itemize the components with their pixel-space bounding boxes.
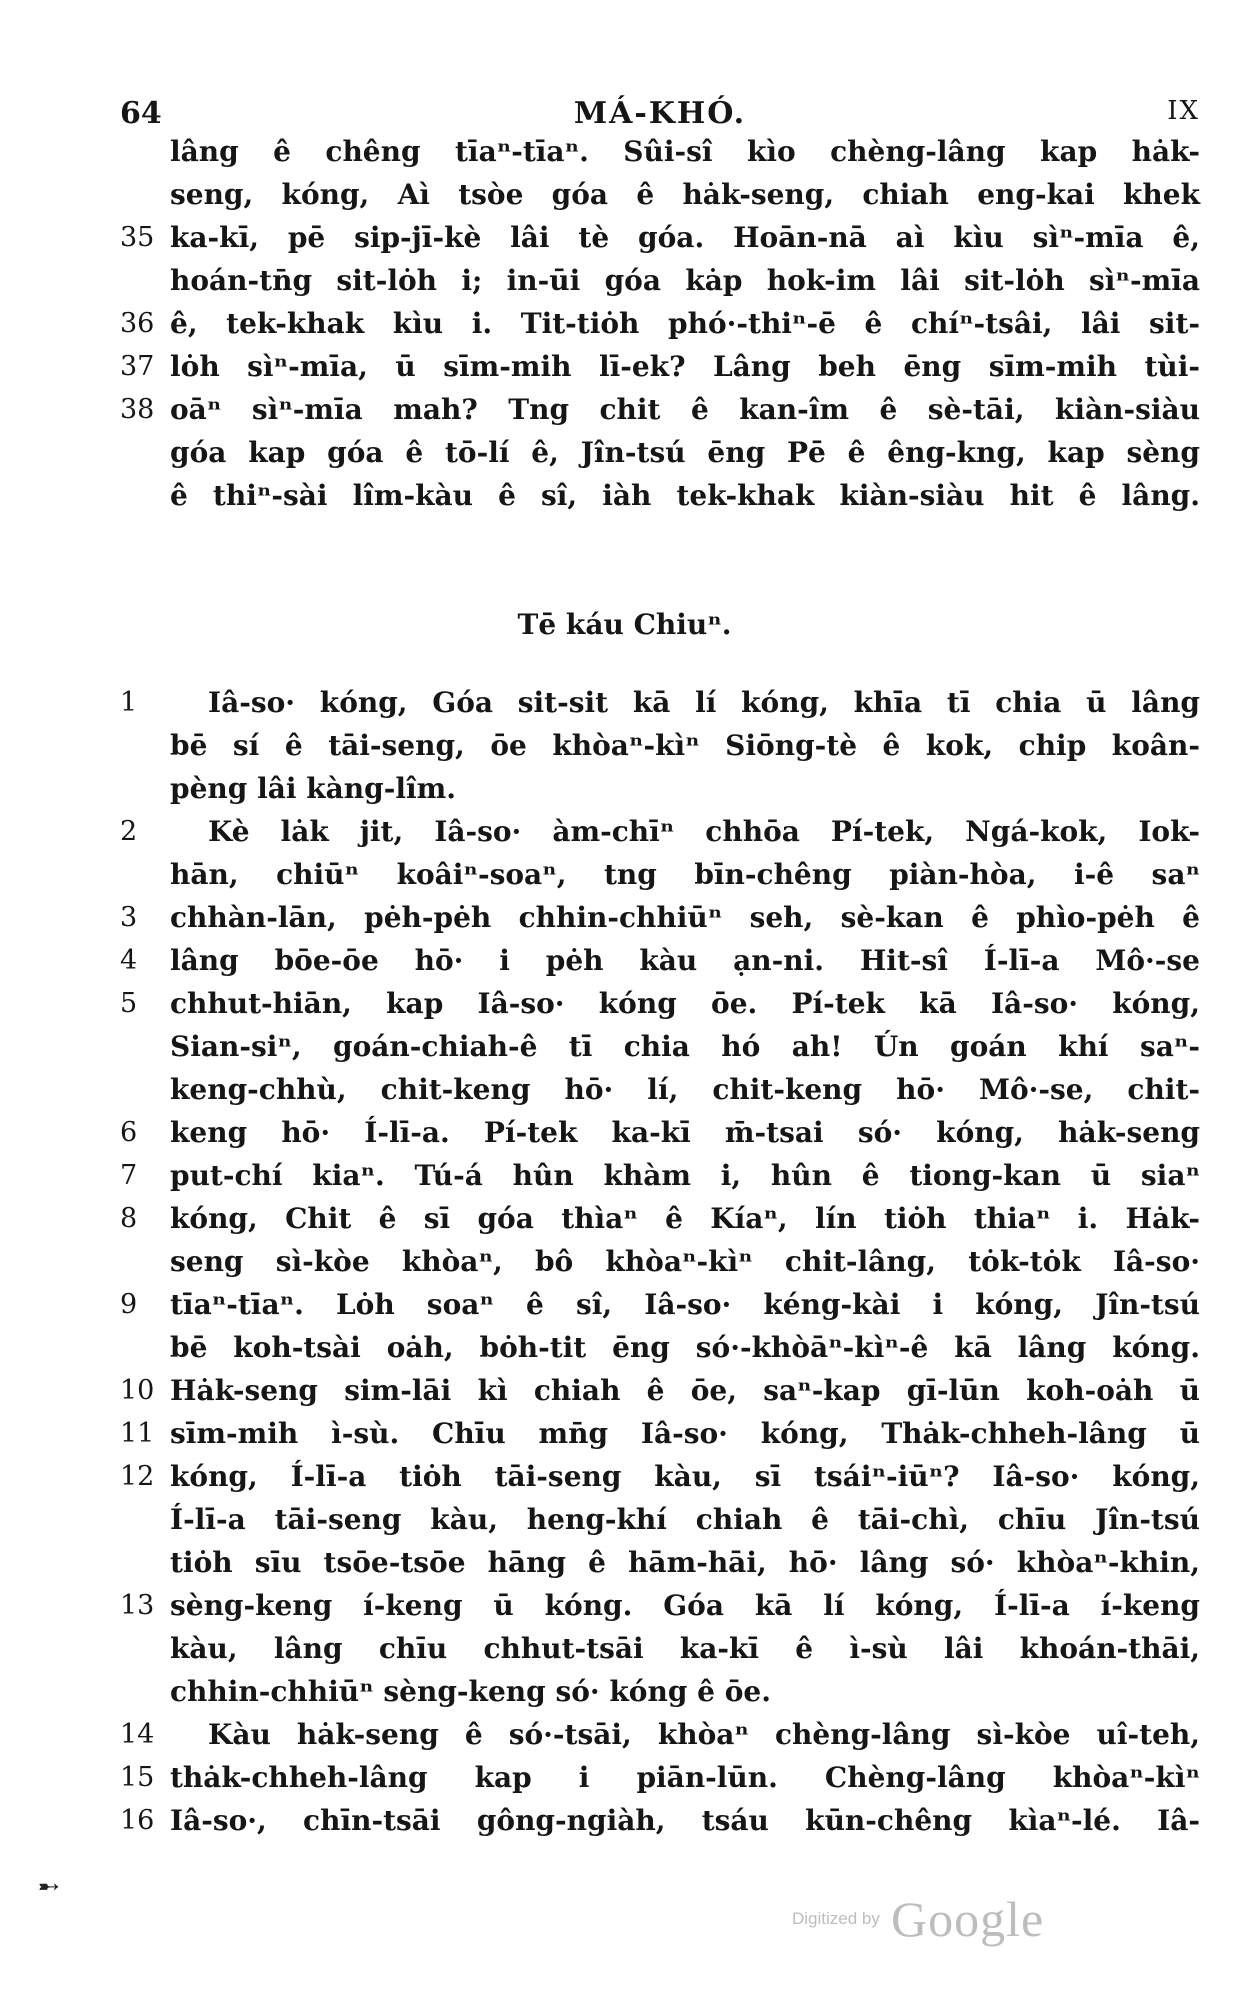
text-line [120,896,1200,939]
line-text: tiȯh sīu tsōe-tsōe hāng ê hām-hāi, hō· lâng só· khòaⁿ-khin, [170,1546,1200,1579]
text-line [170,853,1200,896]
line-text: kóng, Í-lī-a tiȯh tāi-seng kàu, sī tsáiⁿ-iūⁿ? Iâ-so· kóng, [170,1460,1200,1493]
line-text: ê thiⁿ-sài lîm-kàu ê sî, iàh tek-khak kiàn-siàu hit ê lâng. [170,479,1200,512]
verse-number: 2 [120,816,138,847]
text-line [170,1670,1200,1713]
digitization-watermark [792,1890,1044,1948]
line-text: lȯh sìⁿ-mīa, ū sīm-mih lī-ek? Lâng beh ēng sīm-mih tùi- [170,350,1200,383]
text-line [170,767,1200,810]
text-line [120,1455,1200,1498]
text-line [170,1627,1200,1670]
line-text: Sian-siⁿ, goán-chiah-ê tī chia hó ah! Ún goán khí saⁿ- [170,1030,1200,1063]
text-line [170,173,1200,216]
line-text: lâng ê chêng tīaⁿ-tīaⁿ. Sûi-sî kìo chèng-lâng kap hȧk- [170,135,1200,168]
running-title: MÁ-KHÓ. [573,96,747,131]
verse-number: 1 [120,687,138,718]
text-line [120,345,1200,388]
verse-number: 12 [120,1461,155,1492]
line-text: ê, tek-khak kìu i. Tit-tiȯh phó·-thiⁿ-ē ê chíⁿ-tsâi, lâi sit- [170,307,1200,340]
text-line [170,474,1200,517]
text-line [120,1713,1200,1756]
text-line [170,1498,1200,1541]
text-line [120,388,1200,431]
margin-mark: ➸ [38,1872,60,1902]
text-line [170,431,1200,474]
text-line [120,1412,1200,1455]
line-text: bē koh-tsài oȧh, bȯh-tit ēng só·-khòāⁿ-kìⁿ-ê kā lâng kóng. [170,1331,1200,1364]
text-line [170,1326,1200,1369]
watermark-brand: Google [890,1891,1045,1947]
line-text: Hȧk-seng sim-lāi kì chiah ê ōe, saⁿ-kap gī-lūn koh-oȧh ū [170,1374,1200,1407]
verse-number: 35 [120,222,155,253]
text-line [120,982,1200,1025]
page-number: 64 [120,96,162,131]
line-text: seng, kóng, Aì tsòe góa ê hȧk-seng, chiah eng-kai khek [170,178,1200,211]
line-text: oāⁿ sìⁿ-mīa mah? Tng chit ê kan-îm ê sè-tāi, kiàn-siàu [170,393,1200,426]
verse-number: 3 [120,902,138,933]
line-text: sīm-mih ì-sù. Chīu mn̄g Iâ-so· kóng, Thȧk-chheh-lâng ū [170,1417,1200,1450]
text-line [120,1111,1200,1154]
text-line [170,1068,1200,1111]
text-line [170,259,1200,302]
line-text: keng hō· Í-lī-a. Pí-tek ka-kī m̄-tsai só· kóng, hȧk-seng [170,1116,1200,1149]
line-text: hoán-tn̄g sit-lȯh i; in-ūi góa kȧp hok-im lâi sit-lȯh sìⁿ-mīa [170,264,1200,297]
text-block-top [120,130,1200,517]
verse-number: 8 [120,1203,138,1234]
line-text: chhut-hiān, kap Iâ-so· kóng ōe. Pí-tek kā Iâ-so· kóng, [170,987,1200,1020]
verse-number: 5 [120,988,138,1019]
text-line [120,1799,1200,1842]
verse-number: 38 [120,394,155,425]
line-text: hān, chiūⁿ koâiⁿ-soaⁿ, tng bīn-chêng piàn-hòa, i-ê saⁿ [170,858,1200,891]
line-text: pèng lâi kàng-lîm. [170,772,456,805]
verse-number: 9 [120,1289,138,1320]
text-line [120,216,1200,259]
verse-number: 36 [120,308,155,339]
text-line [120,1154,1200,1197]
text-line [120,681,1200,724]
text-block-main [120,681,1200,1842]
line-text: góa kap góa ê tō-lí ê, Jîn-tsú ēng Pē ê êng-kng, kap sèng [170,436,1200,469]
line-text: tīaⁿ-tīaⁿ. Lȯh soaⁿ ê sî, Iâ-so· kéng-kài i kóng, Jîn-tsú [170,1288,1200,1321]
verse-number: 37 [120,351,155,382]
text-line [120,1283,1200,1326]
chapter-number: IX [1167,96,1200,126]
line-text: keng-chhù, chit-keng hō· lí, chit-keng hō· Mô·-se, chit- [170,1073,1200,1106]
verse-number: 10 [120,1375,155,1406]
verse-number: 13 [120,1590,155,1621]
line-text: put-chí kiaⁿ. Tú-á hûn khàm i, hûn ê tiong-kan ū siaⁿ [170,1159,1200,1192]
line-text: sèng-keng í-keng ū kóng. Góa kā lí kóng, Í-lī-a í-keng [170,1589,1200,1622]
verse-number: 16 [120,1805,155,1836]
text-line [170,1541,1200,1584]
line-text: lâng bōe-ōe hō· i pėh kàu ạn-ni. Hit-sî Í-lī-a Mô·-se [170,944,1200,977]
verse-number: 4 [120,945,138,976]
line-text: Iâ-so·, chīn-tsāi gông-ngiàh, tsáu kūn-chêng kìaⁿ-lé. Iâ- [170,1804,1200,1837]
verse-number: 15 [120,1762,155,1793]
text-line [120,939,1200,982]
watermark-prefix: Digitized by [792,1909,880,1928]
line-text: Kàu hȧk-seng ê só·-tsāi, khòaⁿ chèng-lâng sì-kòe uî-teh, [208,1718,1200,1751]
text-line [170,130,1200,173]
text-line [170,1240,1200,1283]
line-text: ka-kī, pē sip-jī-kè lâi tè góa. Hoān-nā aì kìu sìⁿ-mīa ê, [170,221,1200,254]
text-line [120,1197,1200,1240]
text-line [120,302,1200,345]
line-text: thȧk-chheh-lâng kap i piān-lūn. Chèng-lâng khòaⁿ-kìⁿ [170,1761,1200,1794]
text-line [170,724,1200,767]
text-line [120,810,1200,853]
line-text: chhin-chhiūⁿ sèng-keng só· kóng ê ōe. [170,1675,771,1708]
verse-number: 6 [120,1117,138,1148]
line-text: chhàn-lān, pėh-pėh chhin-chhiūⁿ seh, sè-kan ê phìo-pėh ê [170,901,1200,934]
text-line [120,1756,1200,1799]
text-line [120,1584,1200,1627]
line-text: bē sí ê tāi-seng, ōe khòaⁿ-kìⁿ Siōng-tè ê kok, chip koân- [170,729,1200,762]
verse-number: 7 [120,1160,138,1191]
text-line [120,1369,1200,1412]
line-text: kóng, Chit ê sī góa thìaⁿ ê Kíaⁿ, lín tiȯh thiaⁿ i. Hȧk- [170,1202,1200,1235]
line-text: Í-lī-a tāi-seng kàu, heng-khí chiah ê tāi-chì, chīu Jîn-tsú [170,1503,1200,1536]
line-text: Kè lȧk jit, Iâ-so· àm-chīⁿ chhōa Pí-tek, Ngá-kok, Iok- [208,815,1200,848]
line-text: Iâ-so· kóng, Góa sit-sit kā lí kóng, khīa tī chia ū lâng [208,686,1200,719]
line-text: kàu, lâng chīu chhut-tsāi ka-kī ê ì-sù lâi khoán-thāi, [170,1632,1200,1665]
text-line [170,1025,1200,1068]
verse-number: 14 [120,1719,155,1750]
chapter-heading: Tē káu Chiuⁿ. [517,608,732,641]
line-text: seng sì-kòe khòaⁿ, bô khòaⁿ-kìⁿ chit-lâng, tȯk-tȯk Iâ-so· [170,1245,1200,1278]
verse-number: 11 [120,1418,155,1449]
